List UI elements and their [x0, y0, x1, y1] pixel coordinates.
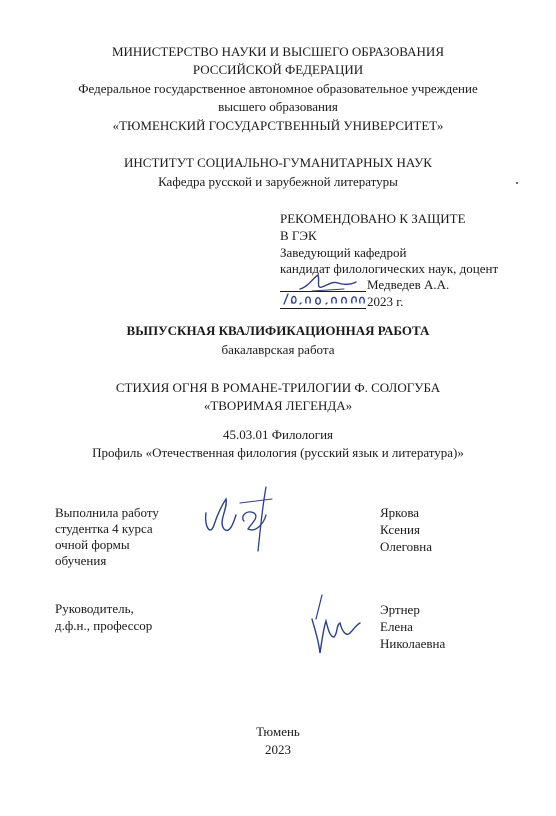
work-type-title: ВЫПУСКНАЯ КВАЛИФИКАЦИОННАЯ РАБОТА: [126, 323, 430, 338]
approval-year: 2023 г.: [367, 294, 404, 309]
approval-line-3: Заведующий кафедрой: [280, 245, 407, 260]
ministry-line-1: МИНИСТЕРСТВО НАУКИ И ВЫСШЕГО ОБРАЗОВАНИЯ: [111, 44, 444, 59]
specialty-profile: Профиль «Отечественная филология (русский язык и литература)»: [92, 445, 464, 460]
supervisor-signature-image: [308, 593, 368, 663]
university-name: «ТЮМЕНСКИЙ ГОСУДАРСТВЕННЫЙ УНИВЕРСИТЕТ»: [112, 118, 444, 133]
footer-year: 2023: [265, 742, 291, 757]
institution-line-2: высшего образования: [218, 99, 338, 114]
ministry-line-2: РОССИЙСКОЙ ФЕДЕРАЦИИ: [192, 62, 364, 77]
scan-artifact: [516, 182, 518, 184]
handwritten-date-image: [282, 290, 366, 308]
student-role-line-4: обучения: [55, 553, 107, 568]
work-title-line-1: СТИХИЯ ОГНЯ В РОМАНЕ-ТРИЛОГИИ Ф. СОЛОГУБА: [115, 380, 441, 395]
approval-date-line: [280, 308, 366, 309]
specialty-code: 45.03.01 Филология: [222, 427, 334, 442]
footer-city: Тюмень: [256, 724, 300, 739]
approval-signer-name: Медведев А.А.: [367, 277, 450, 292]
supervisor-role-line-2: д.ф.н., профессор: [55, 618, 153, 633]
student-name: Ксения: [380, 522, 420, 537]
supervisor-role-line-1: Руководитель,: [55, 601, 134, 616]
supervisor-surname: Эртнер: [380, 602, 420, 617]
student-signature-image: [200, 485, 290, 555]
student-patronymic: Олеговна: [380, 539, 433, 554]
student-role-line-1: Выполнила работу: [55, 505, 159, 520]
supervisor-patronymic: Николаевна: [380, 636, 446, 651]
student-role-line-2: студентка 4 курса: [55, 521, 153, 536]
department-name: Кафедра русской и зарубежной литературы: [158, 174, 398, 189]
supervisor-name: Елена: [380, 619, 413, 634]
approval-line-4: кандидат филологических наук, доцент: [280, 261, 499, 276]
student-surname: Яркова: [380, 505, 420, 520]
work-type-subtitle: бакалаврская работа: [221, 342, 335, 357]
work-title-line-2: «ТВОРИМАЯ ЛЕГЕНДА»: [203, 398, 353, 413]
approval-line-2: В ГЭК: [280, 228, 317, 243]
institute-name: ИНСТИТУТ СОЦИАЛЬНО-ГУМАНИТАРНЫХ НАУК: [124, 155, 432, 170]
student-role-line-3: очной формы: [55, 537, 130, 552]
institution-line-1: Федеральное государственное автономное образовательное учреждение: [78, 81, 478, 96]
approval-line-1: РЕКОМЕНДОВАНО К ЗАЩИТЕ: [280, 211, 466, 226]
